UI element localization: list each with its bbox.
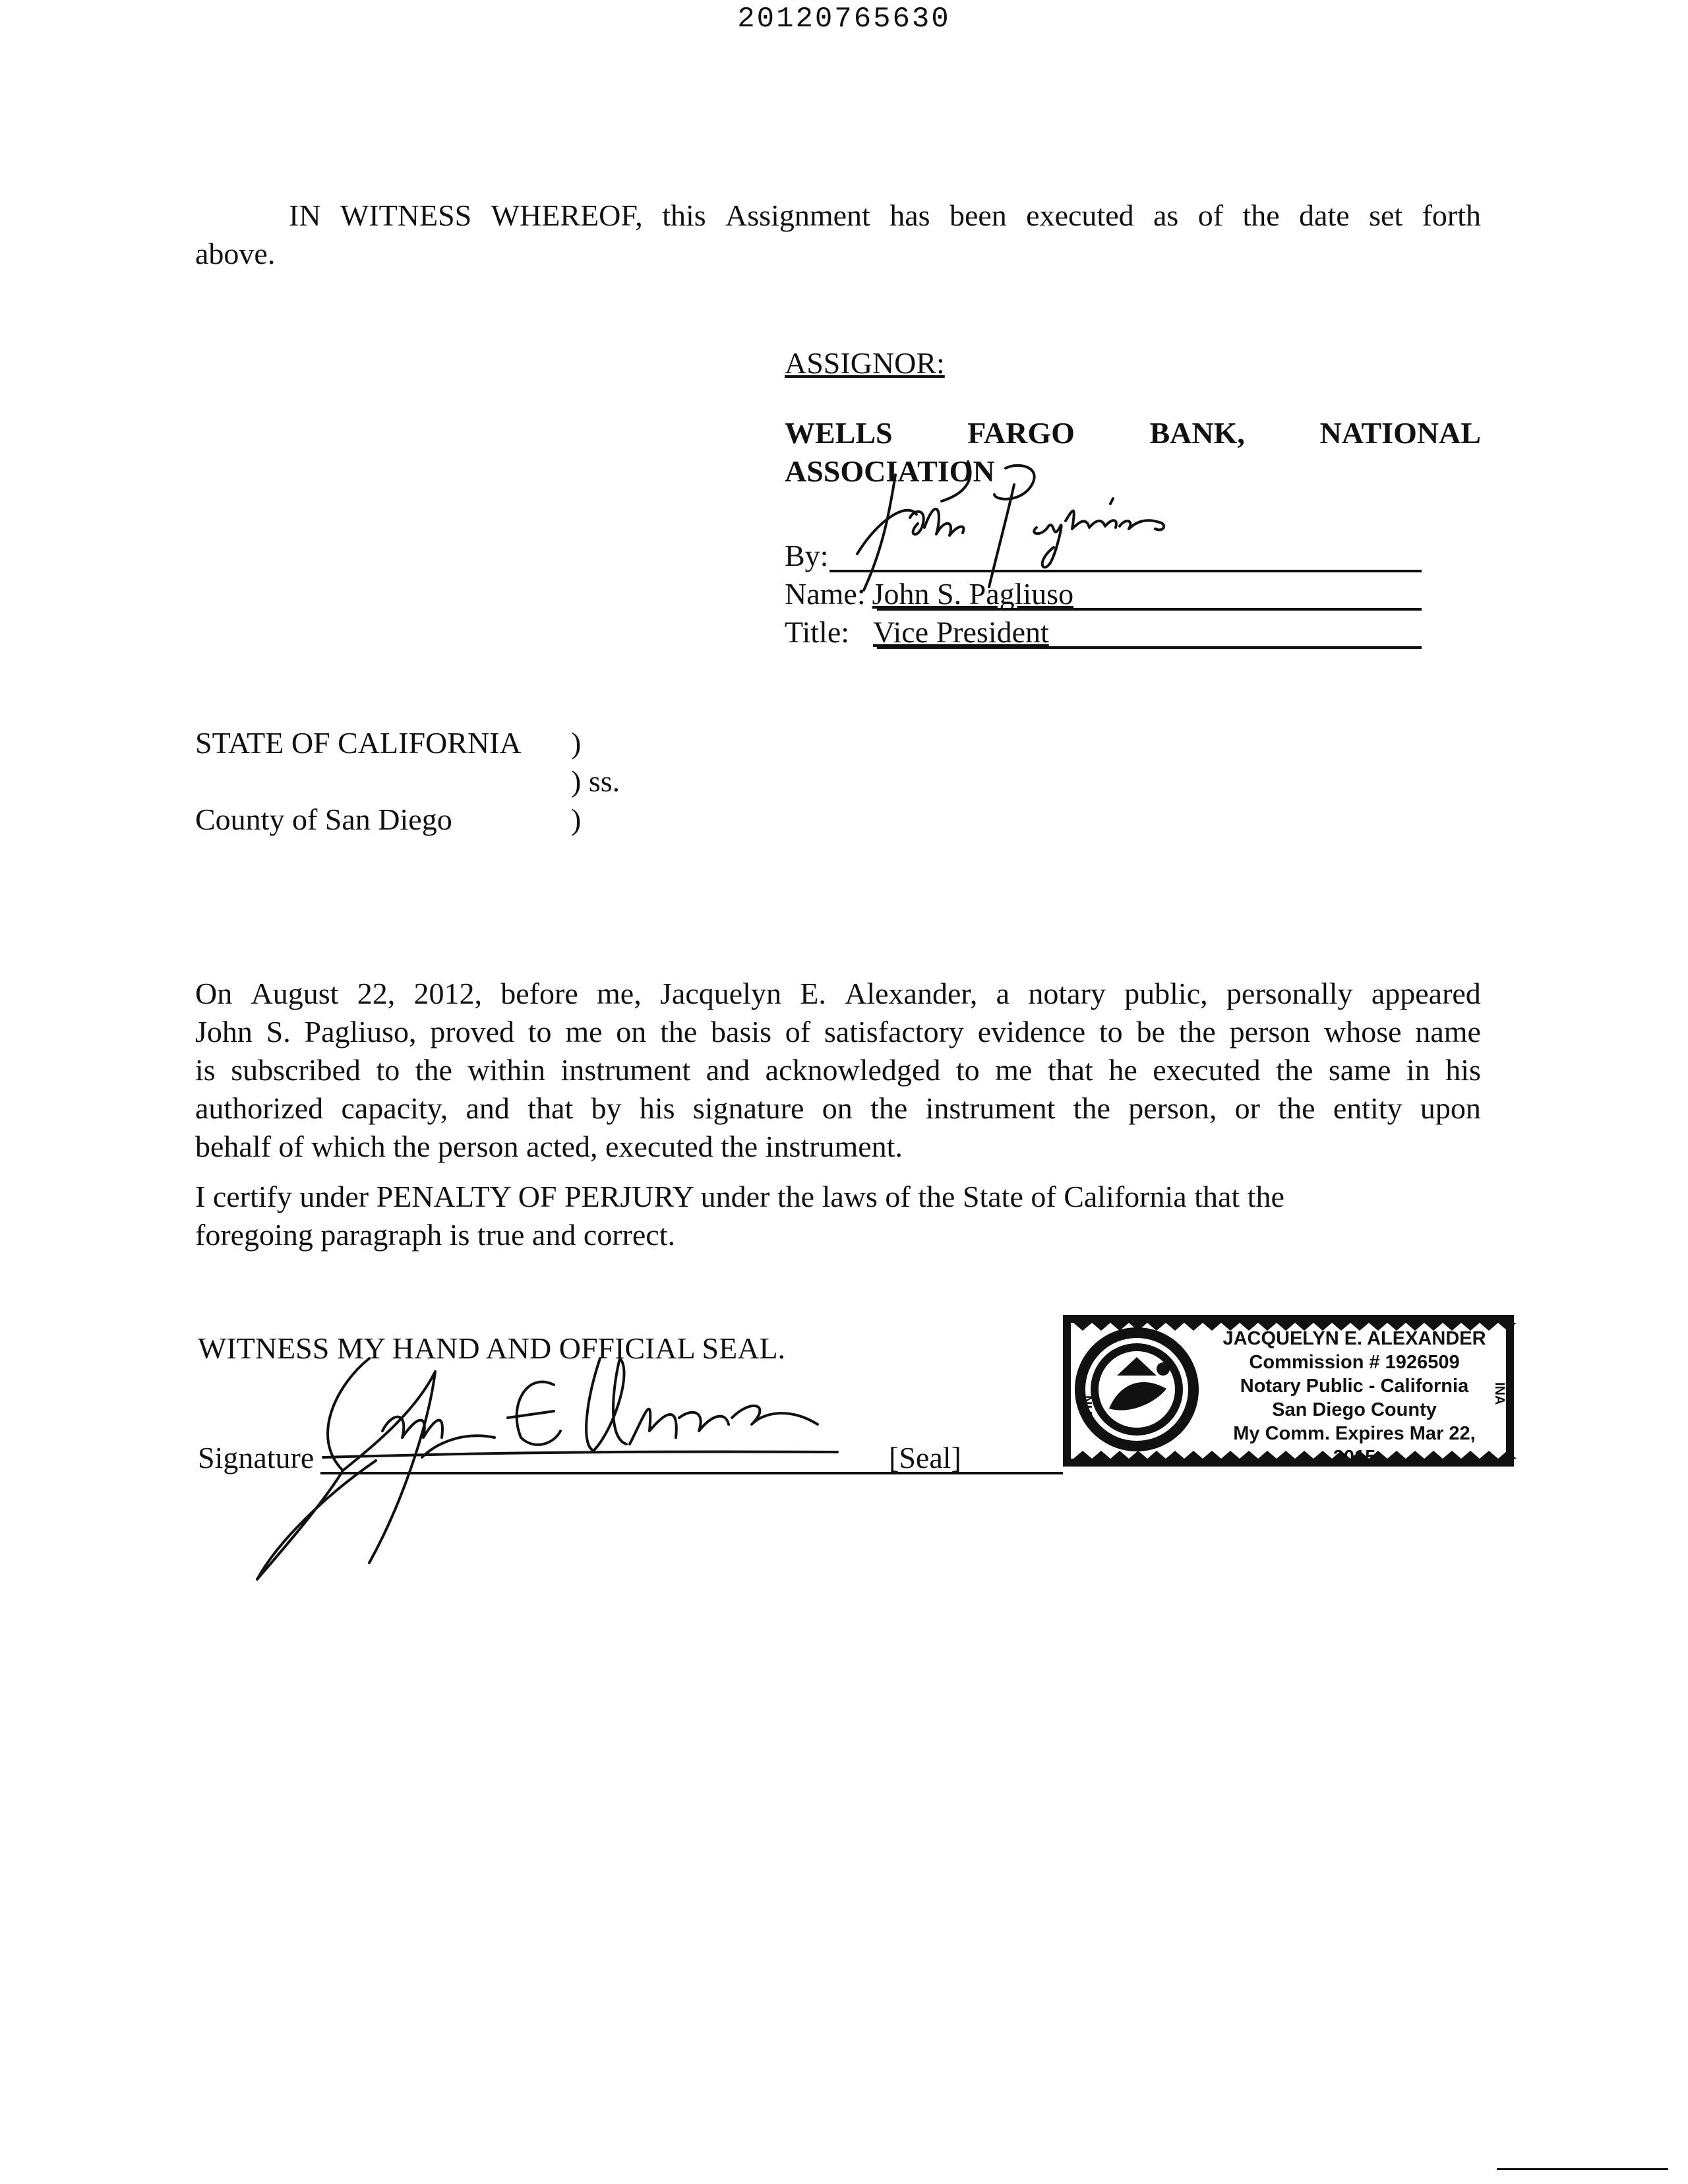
ack-word: me [565, 1015, 603, 1048]
ack-word: the [1278, 1091, 1315, 1125]
ack-word: a [996, 977, 1010, 1010]
ack-word: to [528, 1015, 552, 1048]
ack-word: of [785, 1015, 811, 1048]
ack-word: or [1234, 1091, 1260, 1125]
ack-line [195, 1051, 1481, 1089]
county-row [195, 801, 789, 839]
by-label: By: [785, 539, 829, 572]
title-label: Title: [785, 615, 850, 649]
name-value: John S. Pagliuso [872, 577, 1074, 611]
ack-word: in [1406, 1053, 1430, 1087]
notary-expiration: My Comm. Expires Mar 22, 2015 [1233, 1423, 1476, 1468]
stamp-scallop [1073, 1451, 1092, 1459]
ss-label: ) ss. [571, 764, 620, 798]
ack-word: be [1136, 1015, 1165, 1048]
ack-word: the [1178, 1015, 1216, 1048]
ack-word: same [1328, 1053, 1391, 1087]
ack-word: that [528, 1091, 574, 1125]
stamp-scallop [1073, 1323, 1092, 1331]
stamp-scallop [1129, 1451, 1147, 1459]
ack-word: person, [1128, 1091, 1217, 1125]
ack-word: acknowledged [765, 1053, 941, 1087]
ack-word: me, [597, 977, 642, 1010]
witness-clause-word: of [1197, 198, 1224, 232]
stamp-side-text-right: INA [1492, 1382, 1507, 1405]
stamp-scallop [1147, 1451, 1166, 1459]
ack-word: his [1445, 1053, 1481, 1087]
title-value: Vice President [873, 615, 1049, 649]
bank-name-line2: ASSOCIATION [785, 454, 995, 488]
ack-word: 22, [357, 977, 396, 1010]
ack-word: On [195, 977, 233, 1010]
ack-word: he [1108, 1053, 1137, 1087]
ack-word: public, [1124, 977, 1208, 1010]
ack-word: me [995, 1053, 1033, 1087]
ack-line [195, 1089, 1481, 1128]
witness-clause-word: has [889, 198, 930, 232]
ack-word: evidence [977, 1015, 1086, 1048]
ack-word: instrument [925, 1091, 1056, 1125]
stamp-scallop [1092, 1323, 1110, 1331]
ack-word: the [415, 1053, 452, 1087]
witness-clause-word: WHEREOF, [491, 198, 643, 232]
ack-word: the [660, 1015, 698, 1048]
ack-word: to [955, 1053, 980, 1087]
ack-word: before [500, 977, 578, 1010]
ack-word: basis [711, 1015, 772, 1048]
document-number: 20120765630 [737, 3, 951, 36]
witness-clause-line2: above. [195, 237, 276, 270]
county-label: County of San Diego [195, 803, 452, 836]
paren-bottom: ) [571, 803, 582, 836]
ack-word: entity [1333, 1091, 1402, 1125]
ack-word: John [195, 1015, 253, 1048]
ack-word: the [1073, 1091, 1110, 1125]
ack-word: proved [430, 1015, 515, 1048]
ack-word: notary [1028, 977, 1106, 1010]
assignor-label: ASSIGNOR: [785, 346, 945, 380]
witness-clause-word: as [1153, 198, 1179, 232]
ack-word: personally [1226, 977, 1353, 1010]
certification-line2: foregoing paragraph is true and correct. [195, 1218, 676, 1252]
ack-word: on [616, 1015, 647, 1048]
ack-word: that [1047, 1053, 1093, 1087]
acknowledgment-paragraph [195, 975, 1481, 1166]
stamp-side-text-left: NIA [1079, 1395, 1094, 1418]
certification-paragraph [195, 1178, 1481, 1254]
witness-clause-word: Assignment [725, 198, 870, 232]
notary-stamp-text [1209, 1327, 1499, 1469]
notary-seal-emblem [1075, 1327, 1199, 1451]
ack-word: and [466, 1091, 510, 1125]
ack-word: signature [692, 1091, 804, 1125]
ack-word: subscribed [231, 1053, 361, 1087]
witness-clause-line1 [195, 197, 1481, 235]
seal-label: [Seal] [889, 1441, 961, 1474]
notary-name: JACQUELYN E. ALEXANDER [1222, 1328, 1486, 1349]
ack-word: to [376, 1053, 400, 1087]
ack-word: name [1415, 1015, 1481, 1048]
signature-label: Signature [198, 1441, 315, 1474]
certification-line1: I certify under PENALTY OF PERJURY under the laws of the State of California that the [195, 1180, 1284, 1213]
witness-clause-word: the [1242, 198, 1280, 232]
ack-word: to [1099, 1015, 1123, 1048]
stamp-scallop [1092, 1451, 1110, 1459]
ack-word: instrument [560, 1053, 691, 1087]
ss-row [195, 762, 789, 801]
stamp-scallop [1110, 1451, 1129, 1459]
ack-word: and [706, 1053, 750, 1087]
ack-word: 2012, [413, 977, 482, 1010]
notary-signature [244, 1345, 864, 1596]
ack-word: Alexander, [845, 977, 978, 1010]
witness-clause [195, 197, 1481, 273]
state-label: STATE OF CALIFORNIA [195, 726, 522, 760]
ack-word: by [591, 1091, 622, 1125]
footer-rule [1497, 2168, 1668, 2170]
witness-clause-word: IN [289, 198, 321, 232]
stamp-scallop [1184, 1323, 1203, 1331]
witness-clause-word: been [949, 198, 1007, 232]
witness-clause-word: this [662, 198, 706, 232]
ack-word: Jacquelyn [660, 977, 781, 1010]
ack-word: appeared [1371, 977, 1481, 1010]
venue-block [195, 724, 789, 839]
ack-word: S. [266, 1015, 291, 1048]
notary-title: Notary Public - California [1240, 1376, 1469, 1397]
ack-word: his [639, 1091, 675, 1125]
title-row [785, 613, 1481, 652]
bank-name-word: FARGO [967, 416, 1075, 450]
bank-name-word: NATIONAL [1319, 416, 1481, 450]
ack-word: Pagliuso, [304, 1015, 417, 1048]
ack-word: the [1276, 1053, 1313, 1087]
ack-line [195, 1013, 1481, 1051]
ack-word: E. [800, 977, 826, 1010]
witness-clause-word: date [1299, 198, 1350, 232]
notary-stamp [1058, 1310, 1519, 1472]
stamp-scallop [1184, 1451, 1203, 1459]
ack-word: person [1229, 1015, 1311, 1048]
witness-clause-word: forth [1422, 198, 1481, 232]
paren-top: ) [571, 726, 582, 760]
ack-word: August [251, 977, 339, 1010]
ack-word: authorized [195, 1091, 324, 1125]
ack-word: on [822, 1091, 853, 1125]
notary-commission: Commission # 1926509 [1249, 1352, 1460, 1373]
stamp-scallop [1166, 1451, 1184, 1459]
bank-name-line1 [785, 414, 1481, 452]
witness-clause-word: WITNESS [340, 198, 472, 232]
witness-clause-word: set [1369, 198, 1403, 232]
name-label: Name: [785, 577, 866, 611]
ack-word: capacity, [341, 1091, 448, 1125]
ack-last-line: behalf of which the person acted, executed the instrument. [195, 1130, 903, 1163]
bank-name-word: BANK, [1149, 416, 1245, 450]
ack-word: upon [1420, 1091, 1481, 1125]
ack-word: satisfactory [824, 1015, 964, 1048]
ack-word: whose [1324, 1015, 1402, 1048]
ack-line [195, 975, 1481, 1013]
witness-hand-line: WITNESS MY HAND AND OFFICIAL SEAL. [198, 1331, 786, 1365]
state-row [195, 724, 789, 762]
stamp-scallop [1166, 1323, 1184, 1331]
ack-word: is [195, 1053, 216, 1087]
ack-word: within [467, 1053, 545, 1087]
ack-word: the [870, 1091, 908, 1125]
witness-clause-word: executed [1026, 198, 1134, 232]
notary-county: San Diego County [1272, 1399, 1437, 1420]
bank-name-word: WELLS [785, 416, 893, 450]
ack-word: executed [1153, 1053, 1261, 1087]
